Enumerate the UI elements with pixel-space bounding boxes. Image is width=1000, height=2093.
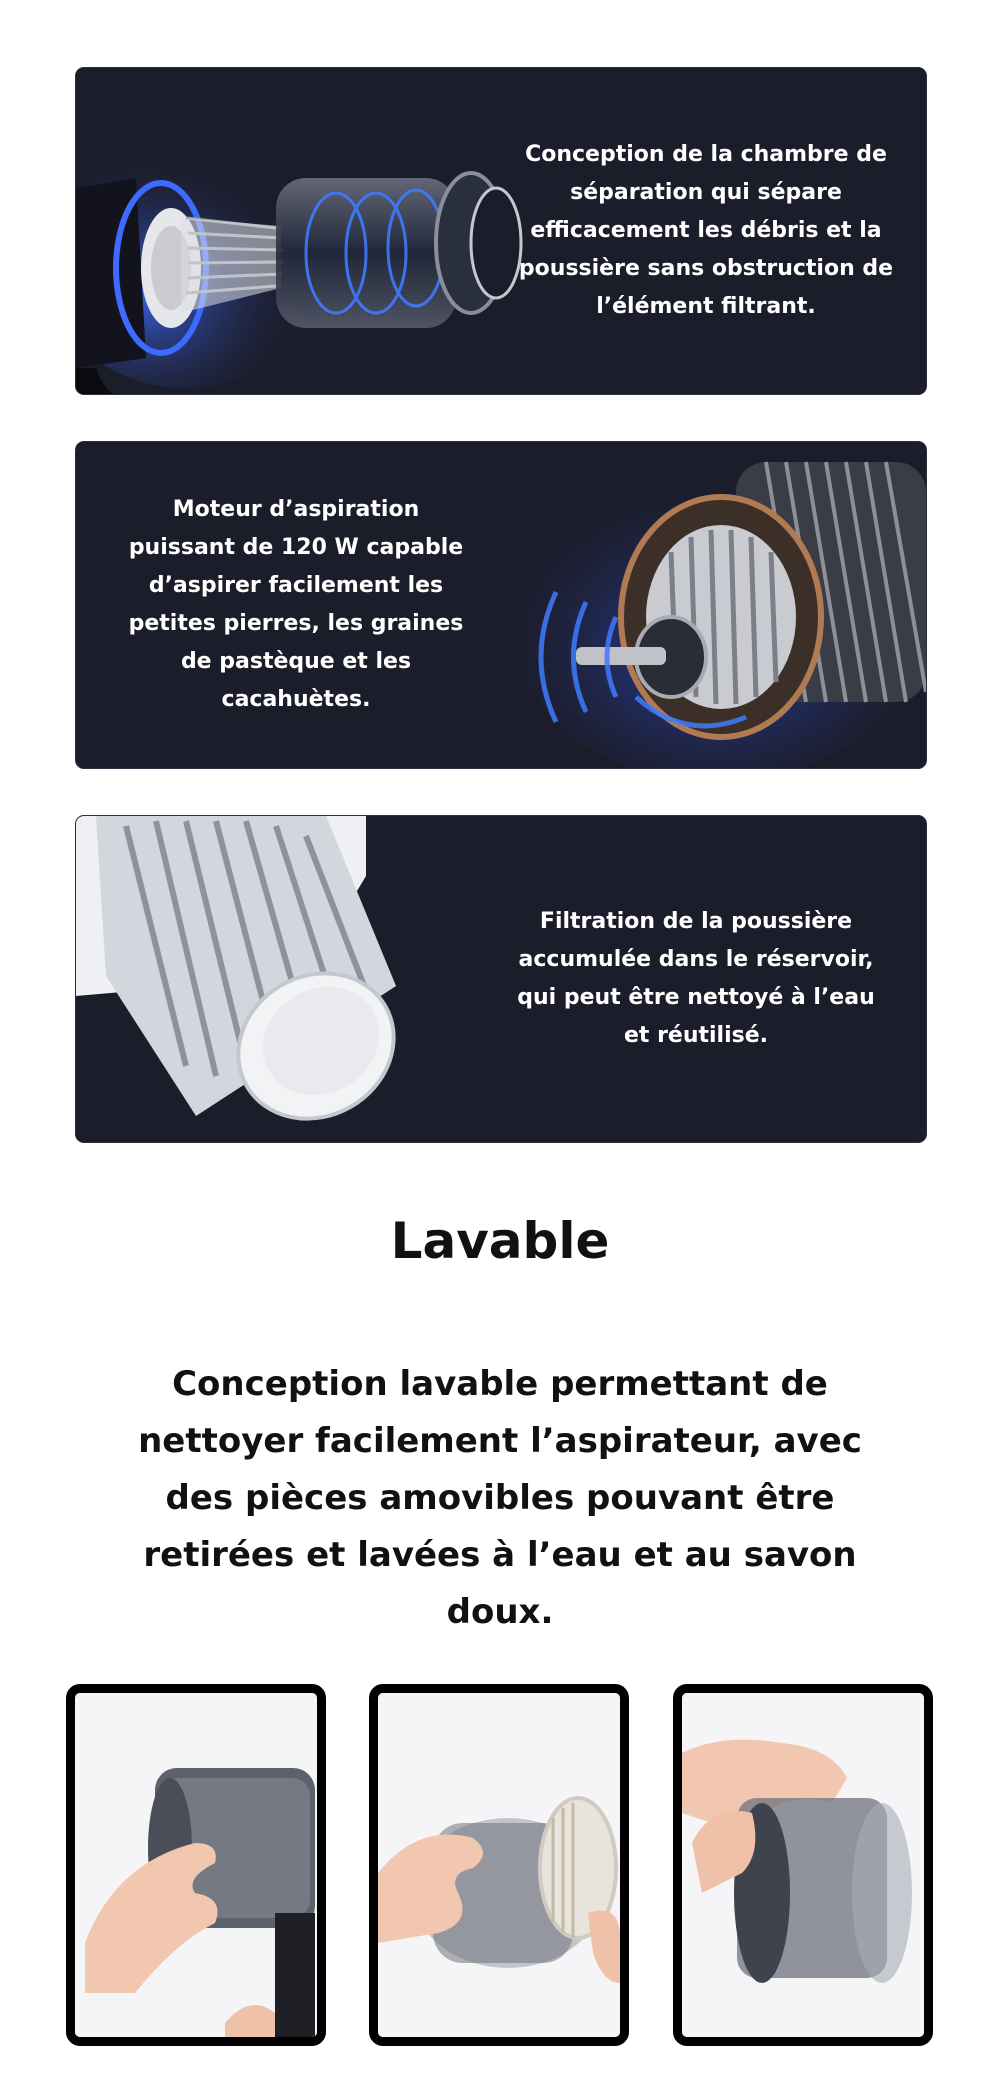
feature-text: Filtration de la poussière accumulée dans le réservoir, qui peut être nettoyé à l’eau et réutilisé. xyxy=(517,909,875,1048)
photo-removing-filter xyxy=(369,1684,629,2046)
detaching-dust-cup-photo xyxy=(75,1693,317,2037)
photo-detaching-dust-cup xyxy=(66,1684,326,2046)
feature-card-separation xyxy=(76,68,926,394)
suction-motor-illustration xyxy=(486,442,926,768)
holding-dust-cup-photo xyxy=(682,1693,924,2037)
feature-card-filter xyxy=(76,816,926,1142)
filter-illustration xyxy=(76,816,436,1142)
separation-chamber-illustration xyxy=(76,68,546,394)
section-title: Lavable xyxy=(390,1212,610,1270)
removing-filter-photo xyxy=(378,1693,620,2037)
feature-text: Conception de la chambre de séparation qui sépare efficacement les débris et la poussière sans obstruction de l’élément filtrant. xyxy=(518,142,894,319)
feature-card-motor xyxy=(76,442,926,768)
section-description: Conception lavable permettant de nettoyer facilement l’aspirateur, avec des pièces amovibles pouvant être retirées et lavées à l’eau et au savon doux. xyxy=(138,1364,862,1632)
photo-holding-dust-cup xyxy=(673,1684,933,2046)
feature-text: Moteur d’aspiration puissant de 120 W capable d’aspirer facilement les petites pierres, les graines de pastèque et les cacahuètes. xyxy=(128,497,464,712)
